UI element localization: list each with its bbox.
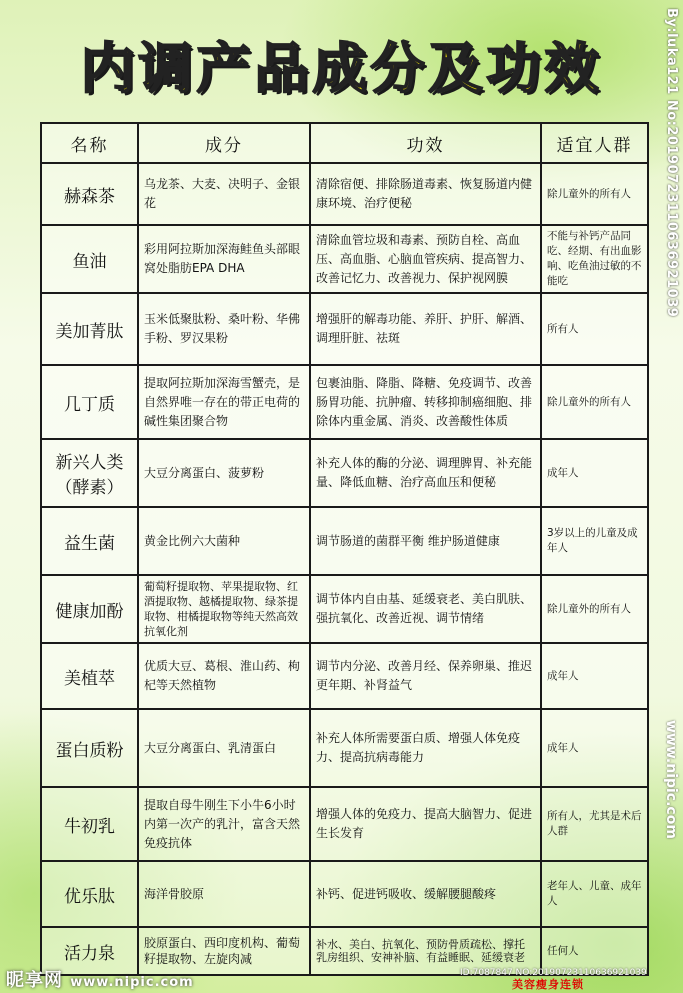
header-group: 适宜人群: [541, 123, 648, 163]
product-name: 活力泉: [41, 927, 138, 975]
product-group: 3岁以上的儿童及成年人: [541, 507, 648, 575]
product-ingredients: 提取自母牛刚生下小牛6小时内第一次产的乳汁，富含天然免疫抗体: [138, 787, 310, 861]
product-ingredients: 大豆分离蛋白、菠萝粉: [138, 439, 310, 507]
product-ingredients: 海洋骨胶原: [138, 861, 310, 927]
table-row: [41, 787, 648, 861]
product-name: 赫森茶: [41, 163, 138, 225]
header-name: 名称: [41, 123, 138, 163]
product-name: 美加菁肽: [41, 293, 138, 365]
watermark-site: www.nipic.com: [663, 720, 679, 839]
product-group: 除儿童外的所有人: [541, 575, 648, 643]
product-ingredients: 葡萄籽提取物、苹果提取物、红酒提取物、越橘提取物、绿茶提取物、柑橘提取物等纯天然高效抗氧化剂: [138, 575, 310, 643]
product-group: 所有人: [541, 293, 648, 365]
table-row: [41, 439, 648, 507]
watermark-logo: [6, 966, 194, 992]
product-group: 成年人: [541, 643, 648, 709]
product-effects: 清除血管垃圾和毒素、预防自栓、高血压、高血脂、心脑血管疾病、提高智力、改善记忆力、改善视力、保护视网膜: [310, 225, 541, 293]
product-group: 除儿童外的所有人: [541, 163, 648, 225]
product-ingredients: 黄金比例六大菌种: [138, 507, 310, 575]
watermark-id: ID:7087847 NO:20190723110636921039: [460, 968, 647, 978]
table-row: [41, 709, 648, 787]
product-effects: 包裹油脂、降脂、降糖、免疫调节、改善肠胃功能、抗肿瘤、转移抑制癌细胞、排除体内重金属、消炎、改善酸性体质: [310, 365, 541, 439]
product-effects: 补水、美白、抗氧化、预防骨质疏松、撑托乳房组织、安神补脑、有益睡眠、延缓衰老: [310, 927, 541, 975]
logo-text: 昵享网: [6, 970, 63, 991]
product-group: 任何人: [541, 927, 648, 975]
product-group: 不能与补钙产品同吃、经期、有出血影响、吃鱼油过敏的不能吃: [541, 225, 648, 293]
product-name: 几丁质: [41, 365, 138, 439]
table-row: [41, 575, 648, 643]
product-effects: 调节内分泌、改善月经、保养卵巢、推迟更年期、补肾益气: [310, 643, 541, 709]
product-ingredients: 大豆分离蛋白、乳清蛋白: [138, 709, 310, 787]
logo-site: www.nipic.com: [70, 975, 194, 990]
product-group: 除儿童外的所有人: [541, 365, 648, 439]
product-name: 蛋白质粉: [41, 709, 138, 787]
table-row: [41, 225, 648, 293]
product-name: 鱼油: [41, 225, 138, 293]
product-name: 新兴人类（酵素）: [41, 439, 138, 507]
product-ingredients: 胶原蛋白、西印度机构、葡萄籽提取物、左旋肉减: [138, 927, 310, 975]
product-effects: 调节肠道的菌群平衡 维护肠道健康: [310, 507, 541, 575]
product-ingredients: 乌龙茶、大麦、决明子、金银花: [138, 163, 310, 225]
table-row: [41, 861, 648, 927]
product-group: 成年人: [541, 439, 648, 507]
product-table: [40, 122, 649, 976]
product-ingredients: 优质大豆、葛根、淮山药、枸杞等天然植物: [138, 643, 310, 709]
product-name: 益生菌: [41, 507, 138, 575]
header-effects: 功效: [310, 123, 541, 163]
product-effects: 补钙、促进钙吸收、缓解腰腿酸疼: [310, 861, 541, 927]
product-ingredients: 提取阿拉斯加深海雪蟹壳，是自然界唯一存在的带正电荷的碱性集团聚合物: [138, 365, 310, 439]
product-ingredients: 彩用阿拉斯加深海鲑鱼头部眼窝处脂肪EPA DHA: [138, 225, 310, 293]
table-row: [41, 643, 648, 709]
product-effects: 清除宿便、排除肠道毒素、恢复肠道内健康环境、治疗便秘: [310, 163, 541, 225]
product-name: 优乐肽: [41, 861, 138, 927]
product-group: 老年人、儿童、成年人: [541, 861, 648, 927]
page-title: 内调产品成分及功效: [80, 36, 603, 100]
product-effects: 补充人体所需要蛋白质、增强人体免疫力、提高抗病毒能力: [310, 709, 541, 787]
product-effects: 增强人体的免疫力、提高大脑智力、促进生长发育: [310, 787, 541, 861]
product-group: 所有人，尤其是术后人群: [541, 787, 648, 861]
product-effects: 补充人体的酶的分泌、调理脾胃、补充能量、降低血糖、治疗高血压和便秘: [310, 439, 541, 507]
table-header-row: [41, 123, 648, 163]
product-name: 健康加酚: [41, 575, 138, 643]
header-ingredients: 成分: [138, 123, 310, 163]
table-row: [41, 365, 648, 439]
brand-text: 美容瘦身连锁: [512, 978, 584, 991]
watermark-author: By:luka121 No:20190723110636921039: [664, 8, 679, 318]
product-effects: 调节体内自由基、延缓衰老、美白肌肤、强抗氧化、改善近视、调节情绪: [310, 575, 541, 643]
product-effects: 增强肝的解毒功能、养肝、护肝、解酒、调理肝脏、祛斑: [310, 293, 541, 365]
product-ingredients: 玉米低聚肽粉、桑叶粉、华佛手粉、罗汉果粉: [138, 293, 310, 365]
product-name: 美植萃: [41, 643, 138, 709]
table-row: [41, 293, 648, 365]
product-group: 成年人: [541, 709, 648, 787]
table-row: [41, 163, 648, 225]
table-row: [41, 507, 648, 575]
product-name: 牛初乳: [41, 787, 138, 861]
